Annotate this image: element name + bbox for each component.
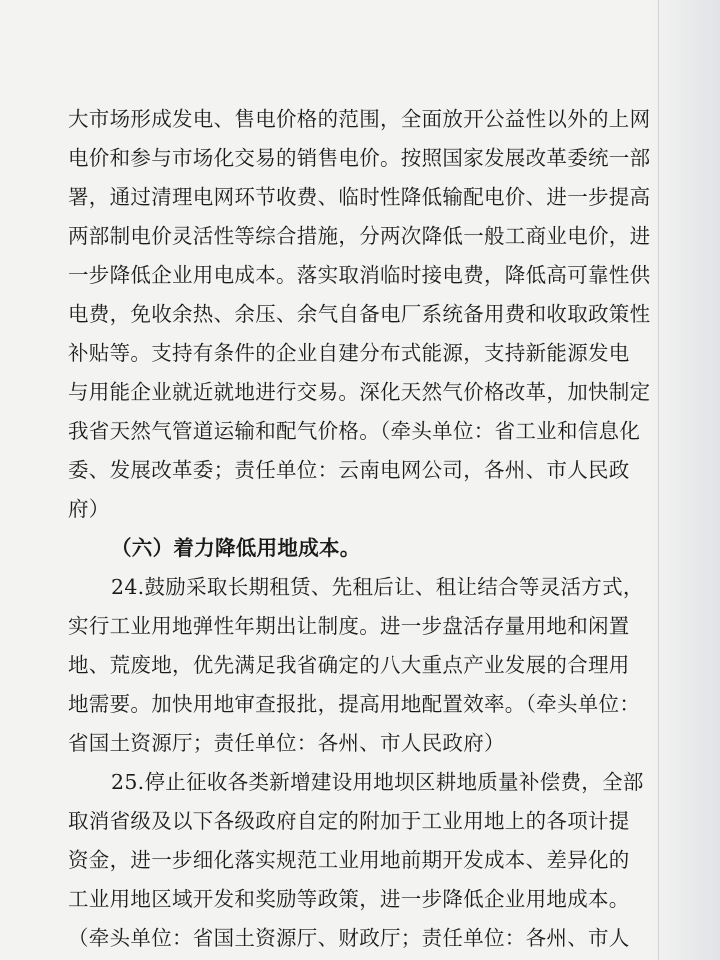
text-line: 省国土资源厅；责任单位：各州、市人民政府） bbox=[68, 731, 505, 755]
text-line: 工业用地区域开发和奖励等政策，进一步降低企业用地成本。 bbox=[68, 887, 630, 911]
text-line: 实行工业用地弹性年期出让制度。进一步盘活存量用地和闲置 bbox=[68, 614, 630, 638]
text-line: 补贴等。支持有条件的企业自建分布式能源，支持新能源发电 bbox=[68, 341, 630, 365]
text-line: 25.停止征收各类新增建设用地坝区耕地质量补偿费，全部 bbox=[111, 770, 644, 794]
text-line: 府） bbox=[68, 497, 110, 521]
text-line: 电费，免收余热、余压、余气自备电厂系统备用费和收取政策性 bbox=[68, 302, 651, 326]
text-line: 与用能企业就近就地进行交易。深化天然气价格改革，加快制定 bbox=[68, 380, 651, 404]
text-line: 地需要。加快用地审查报批，提高用地配置效率。（牵头单位： bbox=[68, 692, 641, 716]
text-line: 两部制电价灵活性等综合措施，分两次降低一般工商业电价，进 bbox=[68, 224, 651, 248]
text-line: 大市场形成发电、售电价格的范围，全面放开公益性以外的上网 bbox=[68, 107, 651, 131]
text-line: 委、发展改革委；责任单位：云南电网公司，各州、市人民政 bbox=[68, 458, 630, 482]
text-line: 资金，进一步细化落实规范工业用地前期开发成本、差异化的 bbox=[68, 848, 630, 872]
text-line: 我省天然气管道运输和配气价格。（牵头单位：省工业和信息化 bbox=[68, 419, 641, 443]
text-line: 署，通过清理电网环节收费、临时性降低输配电价、进一步提高 bbox=[68, 185, 651, 209]
text-line: （牵头单位：省国土资源厅、财政厅；责任单位：各州、市人 bbox=[68, 926, 630, 950]
text-line: 地、荒废地，优先满足我省确定的八大重点产业发展的合理用 bbox=[68, 653, 630, 677]
text-line: 电价和参与市场化交易的销售电价。按照国家发展改革委统一部 bbox=[68, 146, 651, 170]
text-line: 24.鼓励采取长期租赁、先租后让、租让结合等灵活方式， bbox=[111, 575, 644, 599]
text-line: 取消省级及以下各级政府自定的附加于工业用地上的各项计提 bbox=[68, 809, 630, 833]
text-line: 一步降低企业用电成本。落实取消临时接电费，降低高可靠性供 bbox=[68, 263, 651, 287]
section-heading: （六）着力降低用地成本。 bbox=[111, 536, 361, 560]
